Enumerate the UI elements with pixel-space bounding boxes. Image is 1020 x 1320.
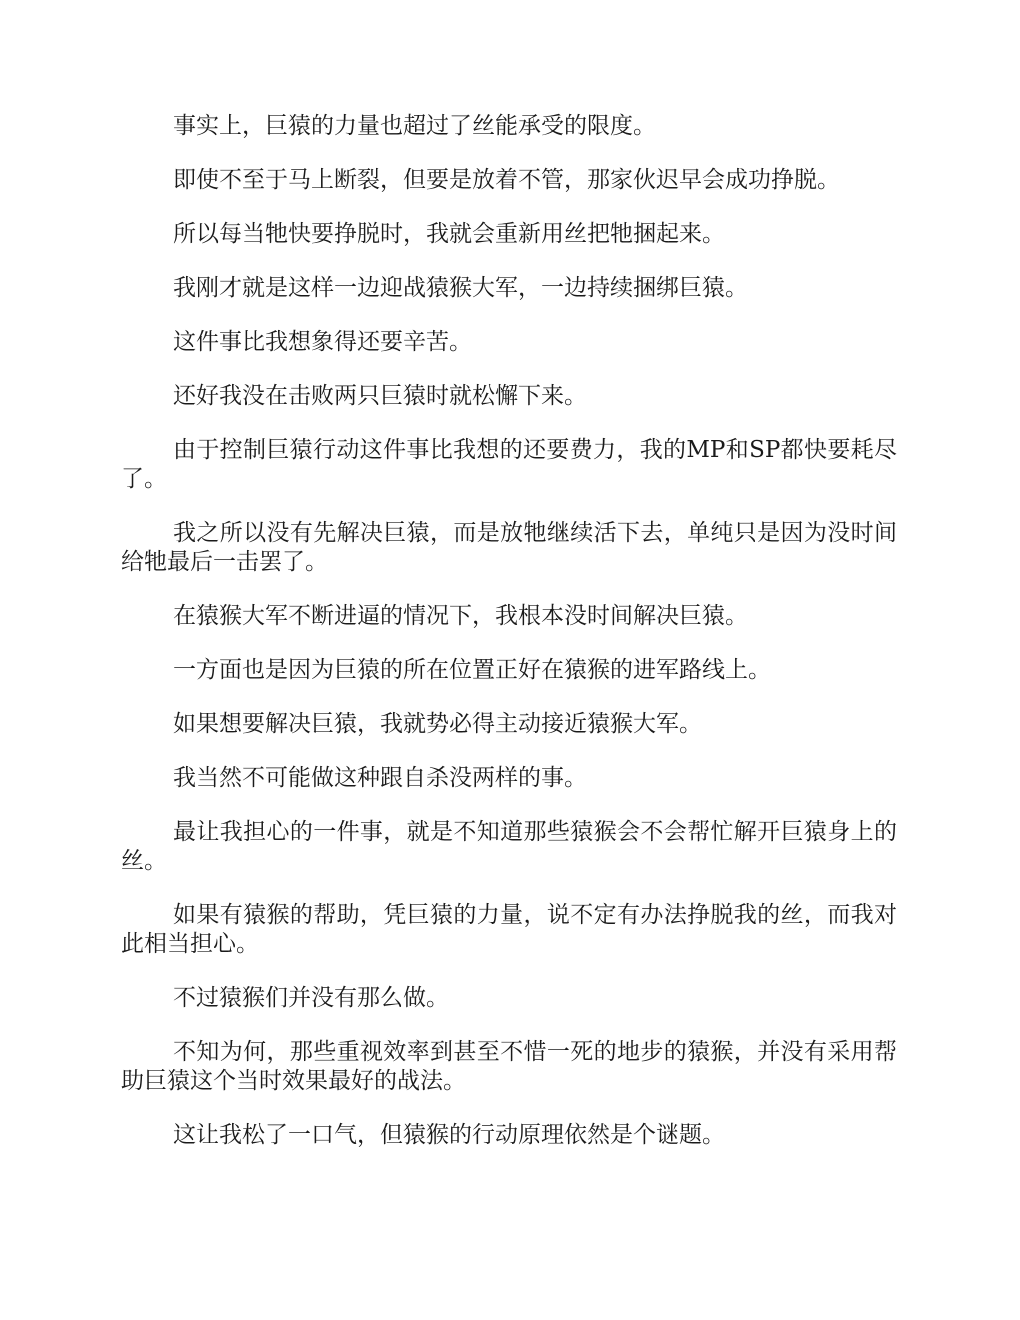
paragraph-12: 我当然不可能做这种跟自杀没两样的事。 [173, 765, 587, 791]
paragraph-17: 这让我松了一口气，但猿猴的行动原理依然是个谜题。 [173, 1122, 725, 1148]
paragraph-8: 我之所以没有先解决巨猿，而是放牠继续活下去，单纯只是因为没时间给牠最后一击罢了。 [121, 520, 897, 575]
paragraph-10: 一方面也是因为巨猿的所在位置正好在猿猴的进军路线上。 [173, 657, 771, 683]
paragraph-3: 所以每当牠快要挣脱时，我就会重新用丝把牠捆起来。 [173, 221, 725, 247]
paragraph-4: 我刚才就是这样一边迎战猿猴大军，一边持续捆绑巨猿。 [173, 275, 748, 301]
paragraph-7: 由于控制巨猿行动这件事比我想的还要费力，我的MP和SP都快要耗尽了。 [121, 437, 897, 492]
paragraph-15: 不过猿猴们并没有那么做。 [173, 985, 449, 1011]
paragraph-6: 还好我没在击败两只巨猿时就松懈下来。 [173, 383, 587, 409]
paragraph-1: 事实上，巨猿的力量也超过了丝能承受的限度。 [173, 113, 656, 139]
paragraph-5: 这件事比我想象得还要辛苦。 [173, 329, 472, 355]
paragraph-2: 即使不至于马上断裂，但要是放着不管，那家伙迟早会成功挣脱。 [173, 167, 840, 193]
paragraph-11: 如果想要解决巨猿，我就势必得主动接近猿猴大军。 [173, 711, 702, 737]
document-body [121, 112, 897, 1175]
paragraph-9: 在猿猴大军不断进逼的情况下，我根本没时间解决巨猿。 [173, 603, 748, 629]
paragraph-16: 不知为何，那些重视效率到甚至不惜一死的地步的猿猴，并没有采用帮助巨猿这个当时效果最好的战法。 [121, 1039, 897, 1094]
paragraph-13: 最让我担心的一件事，就是不知道那些猿猴会不会帮忙解开巨猿身上的丝。 [121, 819, 897, 874]
paragraph-14: 如果有猿猴的帮助，凭巨猿的力量，说不定有办法挣脱我的丝，而我对此相当担心。 [121, 902, 897, 957]
